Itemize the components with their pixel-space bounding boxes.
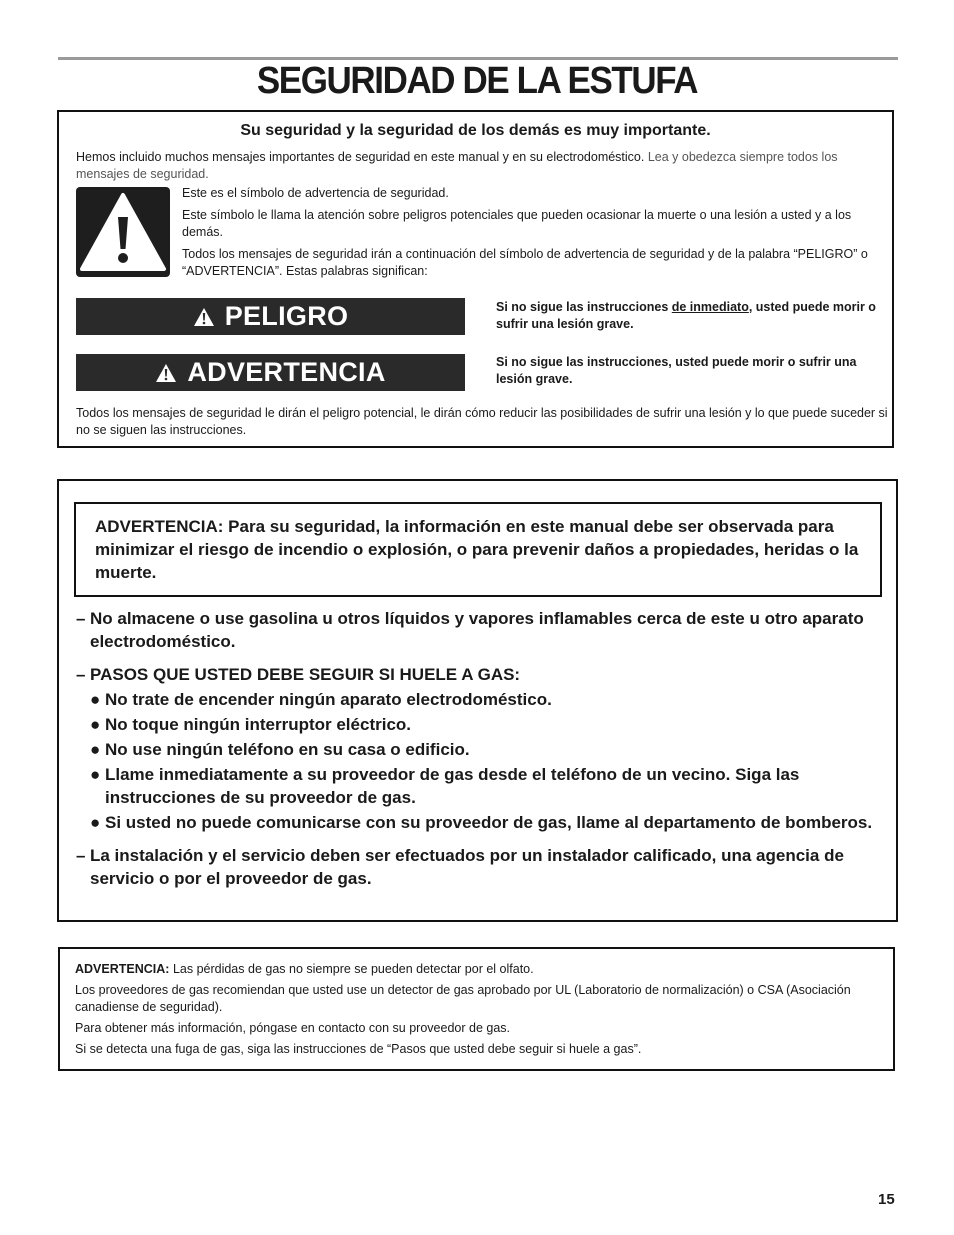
gas-instructions xyxy=(76,607,886,900)
safety-alert-symbol-icon xyxy=(76,187,170,277)
gas-item-installation-text: La instalación y el servicio deben ser efectuados por un instalador calificado, una agencia de servicio o por el proveedor de gas. xyxy=(90,846,844,888)
bullet-icon: ● xyxy=(90,765,101,784)
advertencia-description: Si no sigue las instrucciones, usted puede morir o sufrir una lesión grave. xyxy=(496,355,857,386)
detector-line-3: Para obtener más información, póngase en contacto con su proveedor de gas. xyxy=(75,1021,510,1035)
symbol-explanation xyxy=(182,185,882,285)
detector-line-4: Si se detecta una fuga de gas, siga las instrucciones de “Pasos que usted debe seguir si huele a gas”. xyxy=(75,1042,642,1056)
gas-detector-text xyxy=(75,961,880,1062)
gas-item-storage: – No almacene o use gasolina u otros líquidos y vapores inflamables cerca de este u otro aparato electrodoméstico. xyxy=(76,609,864,651)
symbol-line-3: Todos los mensajes de seguridad irán a continuación del símbolo de advertencia de seguridad y de la palabra “PELIGRO” o “ADVERTENCIA”. Estas palabras significan: xyxy=(182,247,868,278)
gas-warning-statement: ADVERTENCIA: Para su seguridad, la información en este manual debe ser observada para minimizar el riesgo de incendio o explosión, o para prevenir daños a propiedades, heridas o la muerte. xyxy=(74,502,882,597)
bullet-icon: ● xyxy=(90,740,101,759)
page-number: 15 xyxy=(878,1191,895,1208)
peligro-signal-banner xyxy=(76,298,465,335)
detector-line-2: Los proveedores de gas recomiendan que usted use un detector de gas aprobado por UL (Laboratorio de normalización) o CSA (Asociación canadiense de seguridad). xyxy=(75,983,851,1014)
peligro-description xyxy=(496,299,886,333)
advertencia-label: ADVERTENCIA xyxy=(187,357,386,387)
safety-outro: Todos los mensajes de seguridad le dirán el peligro potencial, le dirán cómo reducir las posibilidades de sufrir una lesión y lo que puede suceder si no se siguen las instrucciones. xyxy=(76,406,888,437)
gas-detector-box xyxy=(58,947,895,1071)
safety-intro-text: Hemos incluido muchos mensajes importantes de seguridad en este manual y en su electrodoméstico. xyxy=(76,150,645,164)
list-item: ● Si usted no puede comunicarse con su proveedor de gas, llame al departamento de bomberos. xyxy=(90,813,873,832)
gas-item-smell-text: PASOS QUE USTED DEBE SEGUIR SI HUELE A GAS: xyxy=(90,665,521,684)
peligro-desc-underlined: de inmediato xyxy=(671,300,749,314)
bullet-icon: ● xyxy=(90,715,101,734)
safety-heading: Su seguridad y la seguridad de los demás es muy importante. xyxy=(240,122,711,139)
safety-intro xyxy=(76,149,886,183)
list-item: ● No toque ningún interruptor eléctrico. xyxy=(90,715,411,734)
gas-warning-box xyxy=(57,479,898,922)
bullet-icon: ● xyxy=(90,813,101,832)
bullet-icon: ● xyxy=(90,690,101,709)
symbol-line-1: Este es el símbolo de advertencia de seguridad. xyxy=(182,186,449,200)
detector-label: ADVERTENCIA: xyxy=(75,962,170,976)
gas-steps-list xyxy=(90,688,886,834)
gas-item-installation: – La instalación y el servicio deben ser efectuados por un instalador calificado, una agencia de servicio o por el proveedor de gas. xyxy=(76,846,844,888)
peligro-desc-post: , usted puede morir o sufrir una lesión grave. xyxy=(496,300,876,331)
advertencia-signal-banner xyxy=(76,354,465,391)
warning-triangle-icon xyxy=(193,307,215,327)
page-title: SEGURIDAD DE LA ESTUFA xyxy=(256,60,698,102)
warning-triangle-icon xyxy=(155,363,177,383)
peligro-desc-pre: Si no sigue las instrucciones xyxy=(496,300,672,314)
list-item: ● No trate de encender ningún aparato electrodoméstico. xyxy=(90,690,552,709)
detector-line-1: ADVERTENCIA: Las pérdidas de gas no siempre se pueden detectar por el olfato. xyxy=(75,962,534,976)
symbol-line-2: Este símbolo le llama la atención sobre peligros potenciales que pueden ocasionar la muerte o una lesión a usted y a los demás. xyxy=(182,208,852,239)
gas-item-storage-text: No almacene o use gasolina u otros líquidos y vapores inflamables cerca de este u otro aparato electrodoméstico. xyxy=(90,609,864,651)
peligro-label: PELIGRO xyxy=(224,301,349,331)
safety-info-box xyxy=(57,110,894,448)
gas-item-smell: – PASOS QUE USTED DEBE SEGUIR SI HUELE A GAS: ● No trate de encender ningún aparato electrodoméstico. ● No toque ningún interruptor eléctrico. ● No use ningún teléfono en su casa o edificio. ● Llame inmediatamente a su proveedor de gas desde el teléfono de un vecino. Siga las instrucciones de su proveedor de gas. ● Si usted no puede comunicarse con su proveedor de gas, llame al departamento de bomberos. xyxy=(76,663,886,834)
list-item: ● No use ningún teléfono en su casa o edificio. xyxy=(90,740,470,759)
safety-intro-emphasis: Lea y obedezca siempre todos los mensajes de seguridad. xyxy=(76,150,838,181)
list-item: ● Llame inmediatamente a su proveedor de gas desde el teléfono de un vecino. Siga las instrucciones de su proveedor de gas. xyxy=(90,765,800,807)
